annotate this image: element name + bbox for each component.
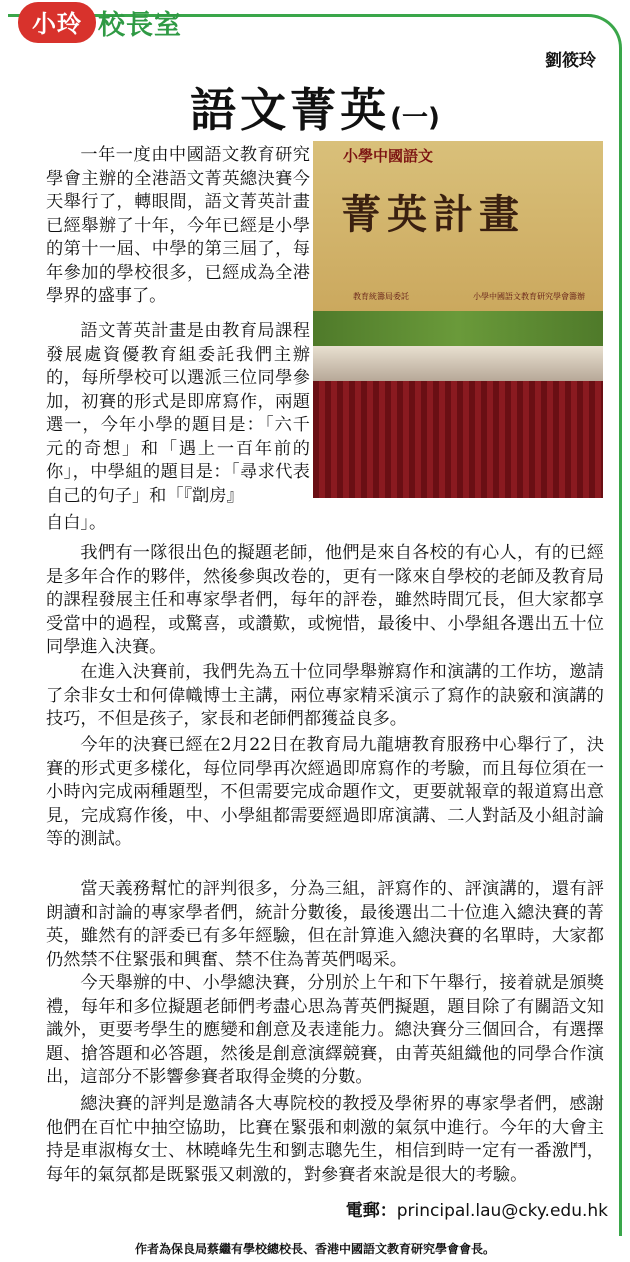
article-title <box>0 74 630 140</box>
article-paragraph: 今年的決賽已經在2月22日在教育局九龍塘教育服務中心舉行了，決賽的形式更多樣化，每位同學再次經過即席寫作的考驗，而且每位須在一小時內完成兩種題型，不但需要完成命題作文，更要就報章的報道寫出意見，完成寫作後，中、小學組都需要經過即席演講、二人對話及小組討論等的測試。 <box>46 735 604 849</box>
photo-plants <box>313 311 603 351</box>
article-title-suffix: (一) <box>390 103 440 133</box>
photo-org-right: 小學中國語文教育研究學會籌辦 <box>473 292 585 301</box>
email-address[interactable]: principal.lau@cky.edu.hk <box>396 1201 608 1221</box>
article-paragraph: 在進入決賽前，我們先為五十位同學舉辦寫作和演講的工作坊，邀請了余非女士和何偉幟博士主講，兩位專家精采演示了寫作的訣竅和演講的技巧，不但是孩子，家長和老師們都獲益良多。 <box>46 662 604 729</box>
article-paragraph: 當天義務幫忙的評判很多，分為三組，評寫作的、評演講的，還有評朗讀和討論的專家學者們，統計分數後，最後選出二十位進入總決賽的菁英，雖然有的評委已有多年經驗，但在計算進入總決賽的名單時，大家都仍然禁不住緊張和興奮、禁不住為菁英們喝采。 <box>46 879 604 970</box>
author-footnote: 作者為保良局蔡繼有學校總校長、香港中國語文教育研究學會會長。 <box>134 1242 495 1256</box>
column-name: 校長室 <box>98 10 182 41</box>
article-paragraph: 我們有一隊很出色的擬題老師，他們是來自各校的有心人，有的已經是多年合作的夥伴，然後參與改卷的，更有一隊來自學校的老師及教育局的課程發展主任和專家學者們，每年的評卷，雖然時間冗長，但大家都享受當中的過程，或驚喜，或讚歎，或惋惜，最後中、小學組各選出五十位同學進入決賽。 <box>46 543 604 657</box>
article-paragraph: 總決賽的評判是邀請各大專院校的教授及學術界的專家學者們，感謝他們在百忙中抽空協助，比賽在緊張和刺激的氣氛中進行。今年的大會主持是車淑梅女士、林曉峰先生和劉志聰先生，相信到時一定有一番激鬥，每年的氣氛都是既緊張又刺激的，對參賽者來說是很大的考驗。 <box>46 1094 604 1185</box>
photo-org-left: 教育統籌局委託 <box>353 292 409 301</box>
article-paragraph: 一年一度由中國語文教育研究學會主辦的全港語文菁英總決賽今天舉行了，轉眼間，語文菁英計畫已經舉辦了十年，今年已經是小學的第十一屆、中學的第三屆了，每年參加的學校很多，已經成為全港學界的盛事了。 <box>46 145 310 306</box>
photo-banner-title: 菁英計畫 <box>341 191 525 238</box>
article-photo <box>313 141 603 498</box>
article-paragraph: 語文菁英計畫是由教育局課程發展處資優教育組委託我們主辦的，每所學校可以選派三位同學參加，初賽的形式是即席寫作，兩題選一，今年小學的題目是：「六千元的奇想」和「遇上一百年前的你」，中學組的題目是：「尋求代表自己的句子」和「『劏房』 <box>46 321 310 506</box>
photo-banner-subtitle: 小學中國語文 <box>343 147 434 165</box>
column-header <box>18 2 182 43</box>
article-paragraph-end: 自白」。 <box>46 513 107 533</box>
article-paragraph: 今天舉辦的中、小學總決賽，分別於上午和下午舉行，接着就是頒獎禮，每年和多位擬題老師們考盡心思為菁英們擬題，題目除了有關語文知識外，更要考學生的應變和創意及表達能力。總決賽分三個回合，有選擇題、搶答題和必答題，然後是創意演繹競賽，由菁英組織他的同學合作演出，這部分不影響參賽者取得金獎的分數。 <box>46 973 604 1087</box>
photo-stage-table <box>313 381 603 498</box>
column-badge: 小玲 <box>18 2 96 43</box>
author-name: 劉筱玲 <box>545 51 596 71</box>
photo-participants <box>313 346 603 386</box>
contact-line <box>346 1196 608 1221</box>
email-label: 電郵： <box>345 1201 397 1221</box>
article-title-main: 語文菁英 <box>190 83 391 137</box>
